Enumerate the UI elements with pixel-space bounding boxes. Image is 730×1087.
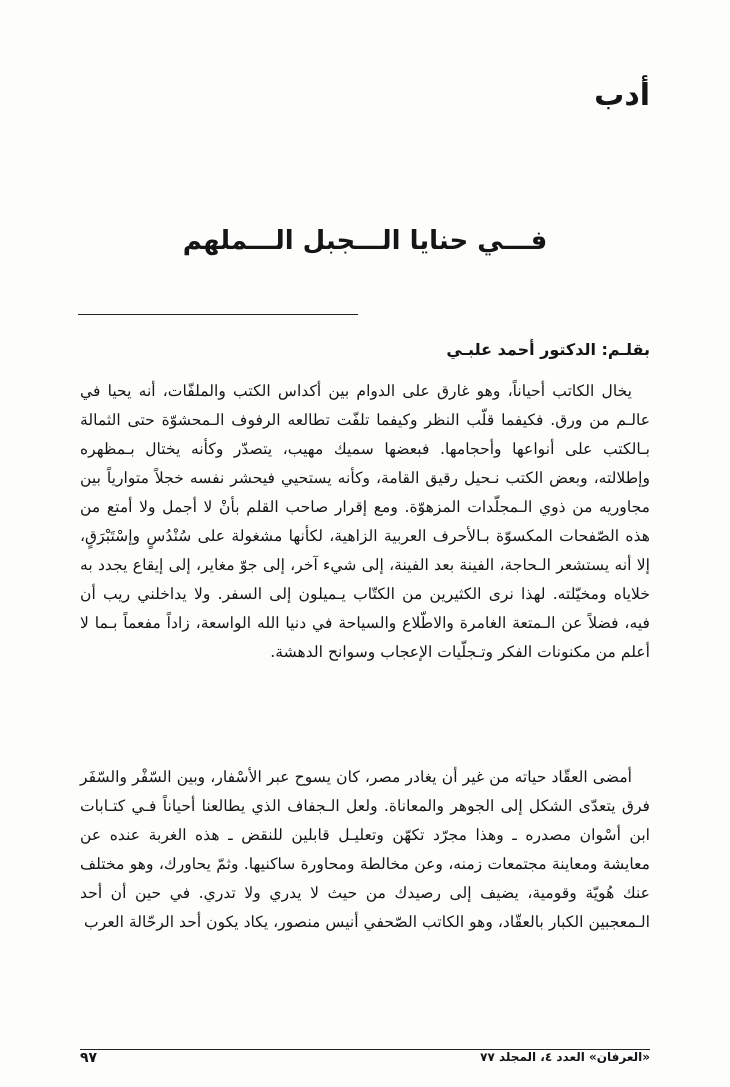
author-divider [78, 314, 358, 315]
body-paragraph: أمضى العقّاد حياته من غير أن يغادر مصر، كان يسوح عبر الأسْفار، وبين السّفْر والسّفَر فرق يتعدّى الشكل إلى الجوهر والمعاناة. ولعل الـجفاف الذي يطالعنا أحياناً فـي كتـابات ابن أسْوان مصدره ـ وهذا مجرّد تكهّن وتعليـل قابلين للنقض ـ هذه الغربة عنده عن معايشة ومعاينة مجتمعات زمنه، وعن مخالطة ومحاورة ساكنيها. وثمّ يحاورك، وهو مختلف عنك هُويّة وقومية، يضيف إلى رصيدك من حيث لا يدري ولا تدري. في حين أن أحد الـمعجبين الكبار بالعقّاد، وهو الكاتب الصّحفي أنيس منصور، يكاد يكون أحد الرحّالة العرب [80, 768, 650, 931]
section-label: أدب [594, 78, 650, 113]
body-paragraph: يخال الكاتب أحياناً، وهو غارق على الدوام بين أكداس الكتب والملفّات، أنه يحيا في عالـم من ورق. فكيفما قلّب النظر وكيفما تلفّت تطالعه الرفوف الـمحشوّة حتى الثمالة بـالكتب على أنواعها وأحجامها. فبعضها سميك مهيب، يتصدّر وكأنه يختال بـمظهره وإطلالته، وبعض الكتب نـحيل رقيق القامة، وكأنه يستحيي فيحشر نفسه خجلاً متوارياً بين مجاوريه من ذوي الـمجلّدات المزهوّة. ومع إقرار صاحب القلم بأنْ لا أجمل ولا أمتع من هذه الصّفحات المكسوّة بـالأحرف العربية الزاهية، لكأنها مشغولة على سُنْدُسٍ وإسْتَبْرَقٍ، إلا أنه يستشعر الـحاجة، الفينة بعد الفينة، إلى شيء آخر، إلى جوّ مغاير، إلى إيقاع يجدد به خلاياه ومخيّلته. لهذا نرى الكثيرين من الكتّاب يـميلون إلى السفر. ولا يداخلني ريب أن فيه، فضلاً عن الـمتعة الغامرة والاطّلاع والسياحة في دنيا الله الواسعة، زاداً مفعماً بـما لا أعلم من مكنونات الفكر وتـجلّيات الإعجاب وسوانح الدهشة. [80, 382, 650, 661]
footer-journal-info: «العرفان» العدد ٤، المجلد ٧٧ [480, 1050, 650, 1064]
article-title: فـــي حنايا الـــجبل الـــملهم [182, 226, 548, 256]
author-byline: بقلـم: الدكتور أحمد علبـي [446, 340, 650, 359]
page-number: ٩٧ [80, 1050, 98, 1066]
